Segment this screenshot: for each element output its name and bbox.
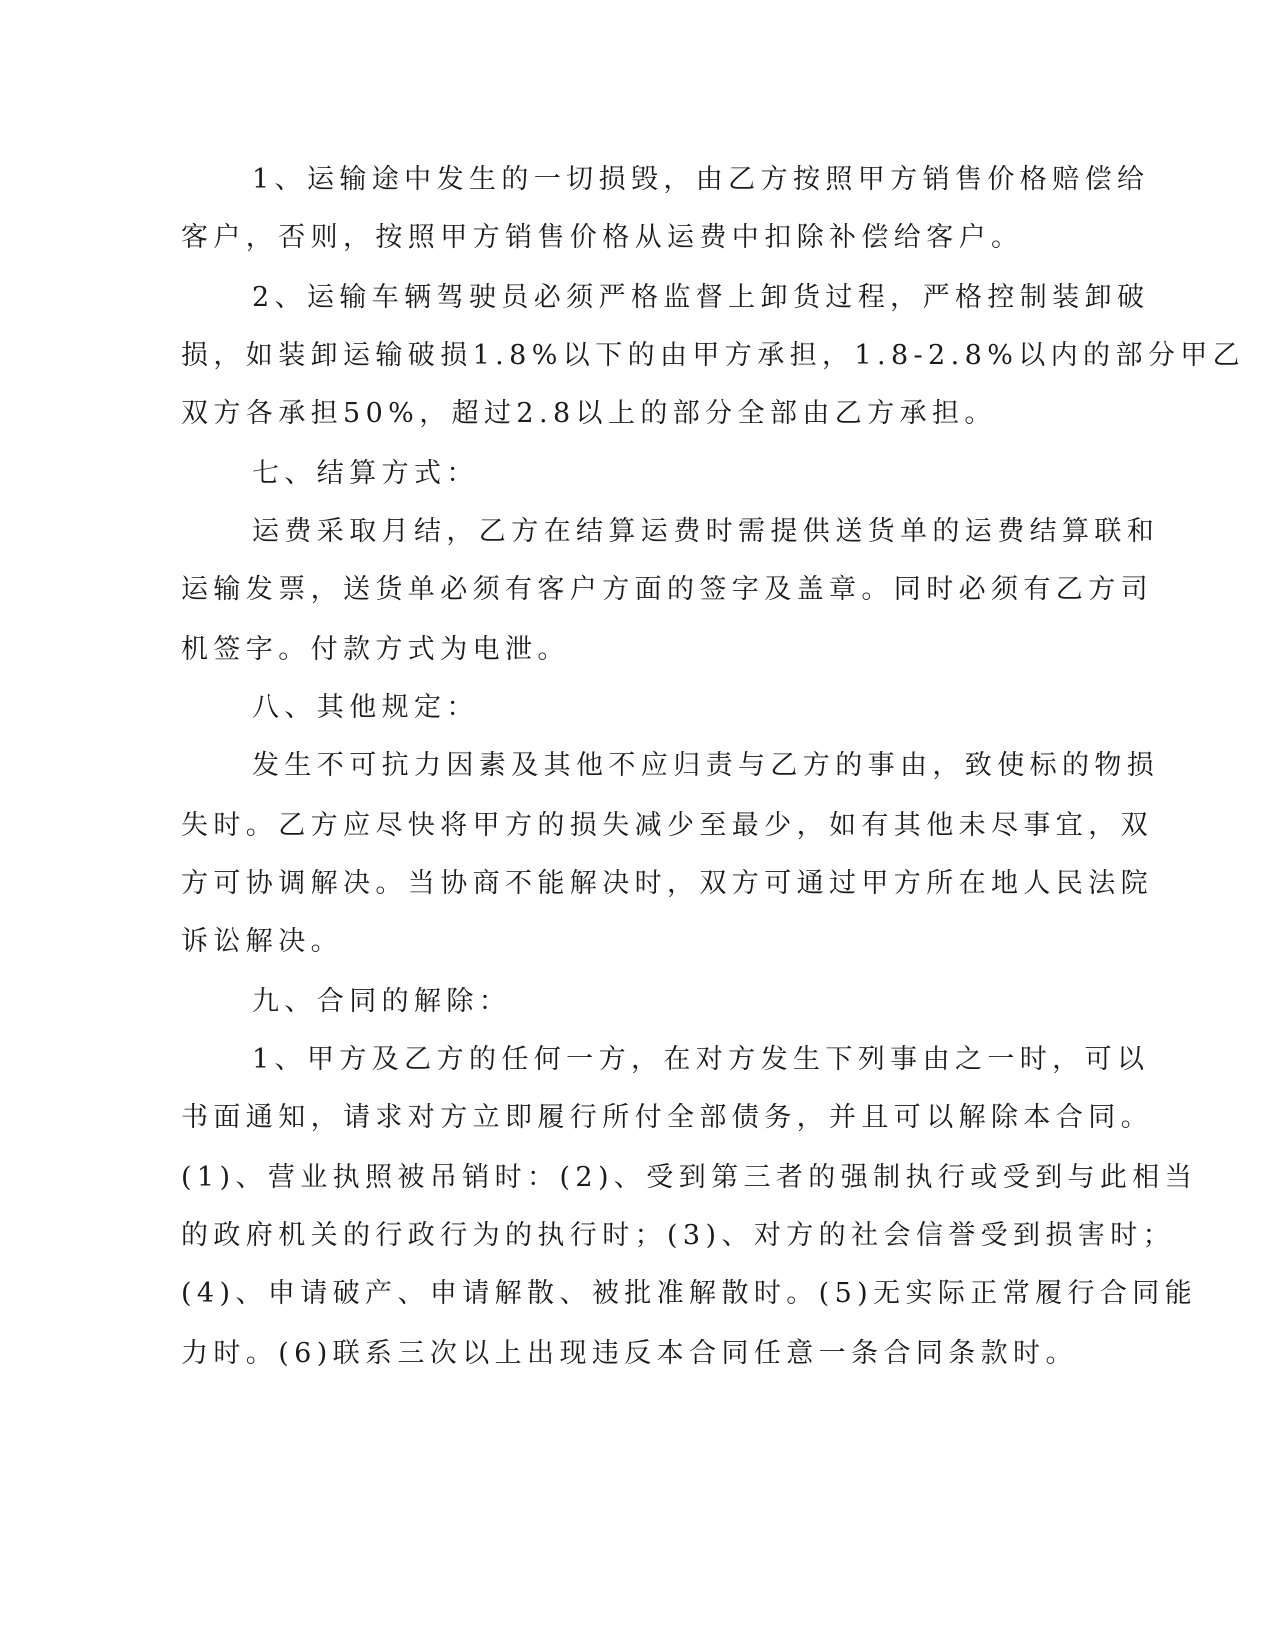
text-line: 运输发票，送货单必须有客户方面的签字及盖章。同时必须有乙方司 — [181, 574, 1153, 605]
text-line: (1)、营业执照被吊销时：(2)、受到第三者的强制执行或受到与此相当 — [181, 1162, 1198, 1193]
text-line: 双方各承担50%，超过2.8以上的部分全部由乙方承担。 — [181, 398, 997, 429]
text-line: 客户，否则，按照甲方销售价格从运费中扣除补偿给客户。 — [181, 222, 1024, 253]
text-line: 2、运输车辆驾驶员必须严格监督上卸货过程，严格控制装卸破 — [252, 282, 1150, 313]
text-line: 1、甲方及乙方的任何一方，在对方发生下列事由之一时，可以 — [252, 1044, 1150, 1075]
text-line: 1、运输途中发生的一切损毁，由乙方按照甲方销售价格赔偿给 — [252, 164, 1150, 195]
text-line: 运费采取月结，乙方在结算运费时需提供送货单的运费结算联和 — [252, 516, 1160, 547]
text-line: 力时。(6)联系三次以上出现违反本合同任意一条合同条款时。 — [181, 1338, 1078, 1369]
section-heading: 八、其他规定： — [252, 692, 479, 723]
text-line: 诉讼解决。 — [181, 926, 343, 957]
text-line: 方可协调解决。当协商不能解决时，双方可通过甲方所在地人民法院 — [181, 868, 1153, 899]
text-line: 损，如装卸运输破损1.8%以下的由甲方承担，1.8-2.8%以内的部分甲乙 — [181, 340, 1246, 371]
section-heading: 七、结算方式： — [252, 458, 479, 489]
text-line: 失时。乙方应尽快将甲方的损失减少至最少，如有其他未尽事宜，双 — [181, 810, 1153, 841]
text-line: 的政府机关的行政行为的执行时；(3)、对方的社会信誉受到损害时； — [181, 1220, 1176, 1251]
text-line: 发生不可抗力因素及其他不应归责与乙方的事由，致使标的物损 — [252, 750, 1160, 781]
text-line: (4)、申请破产、申请解散、被批准解散时。(5)无实际正常履行合同能 — [181, 1278, 1198, 1309]
text-line: 机签字。付款方式为电泄。 — [181, 634, 570, 665]
text-line: 书面通知，请求对方立即履行所付全部债务，并且可以解除本合同。 — [181, 1102, 1153, 1133]
section-heading: 九、合同的解除： — [252, 986, 512, 1017]
